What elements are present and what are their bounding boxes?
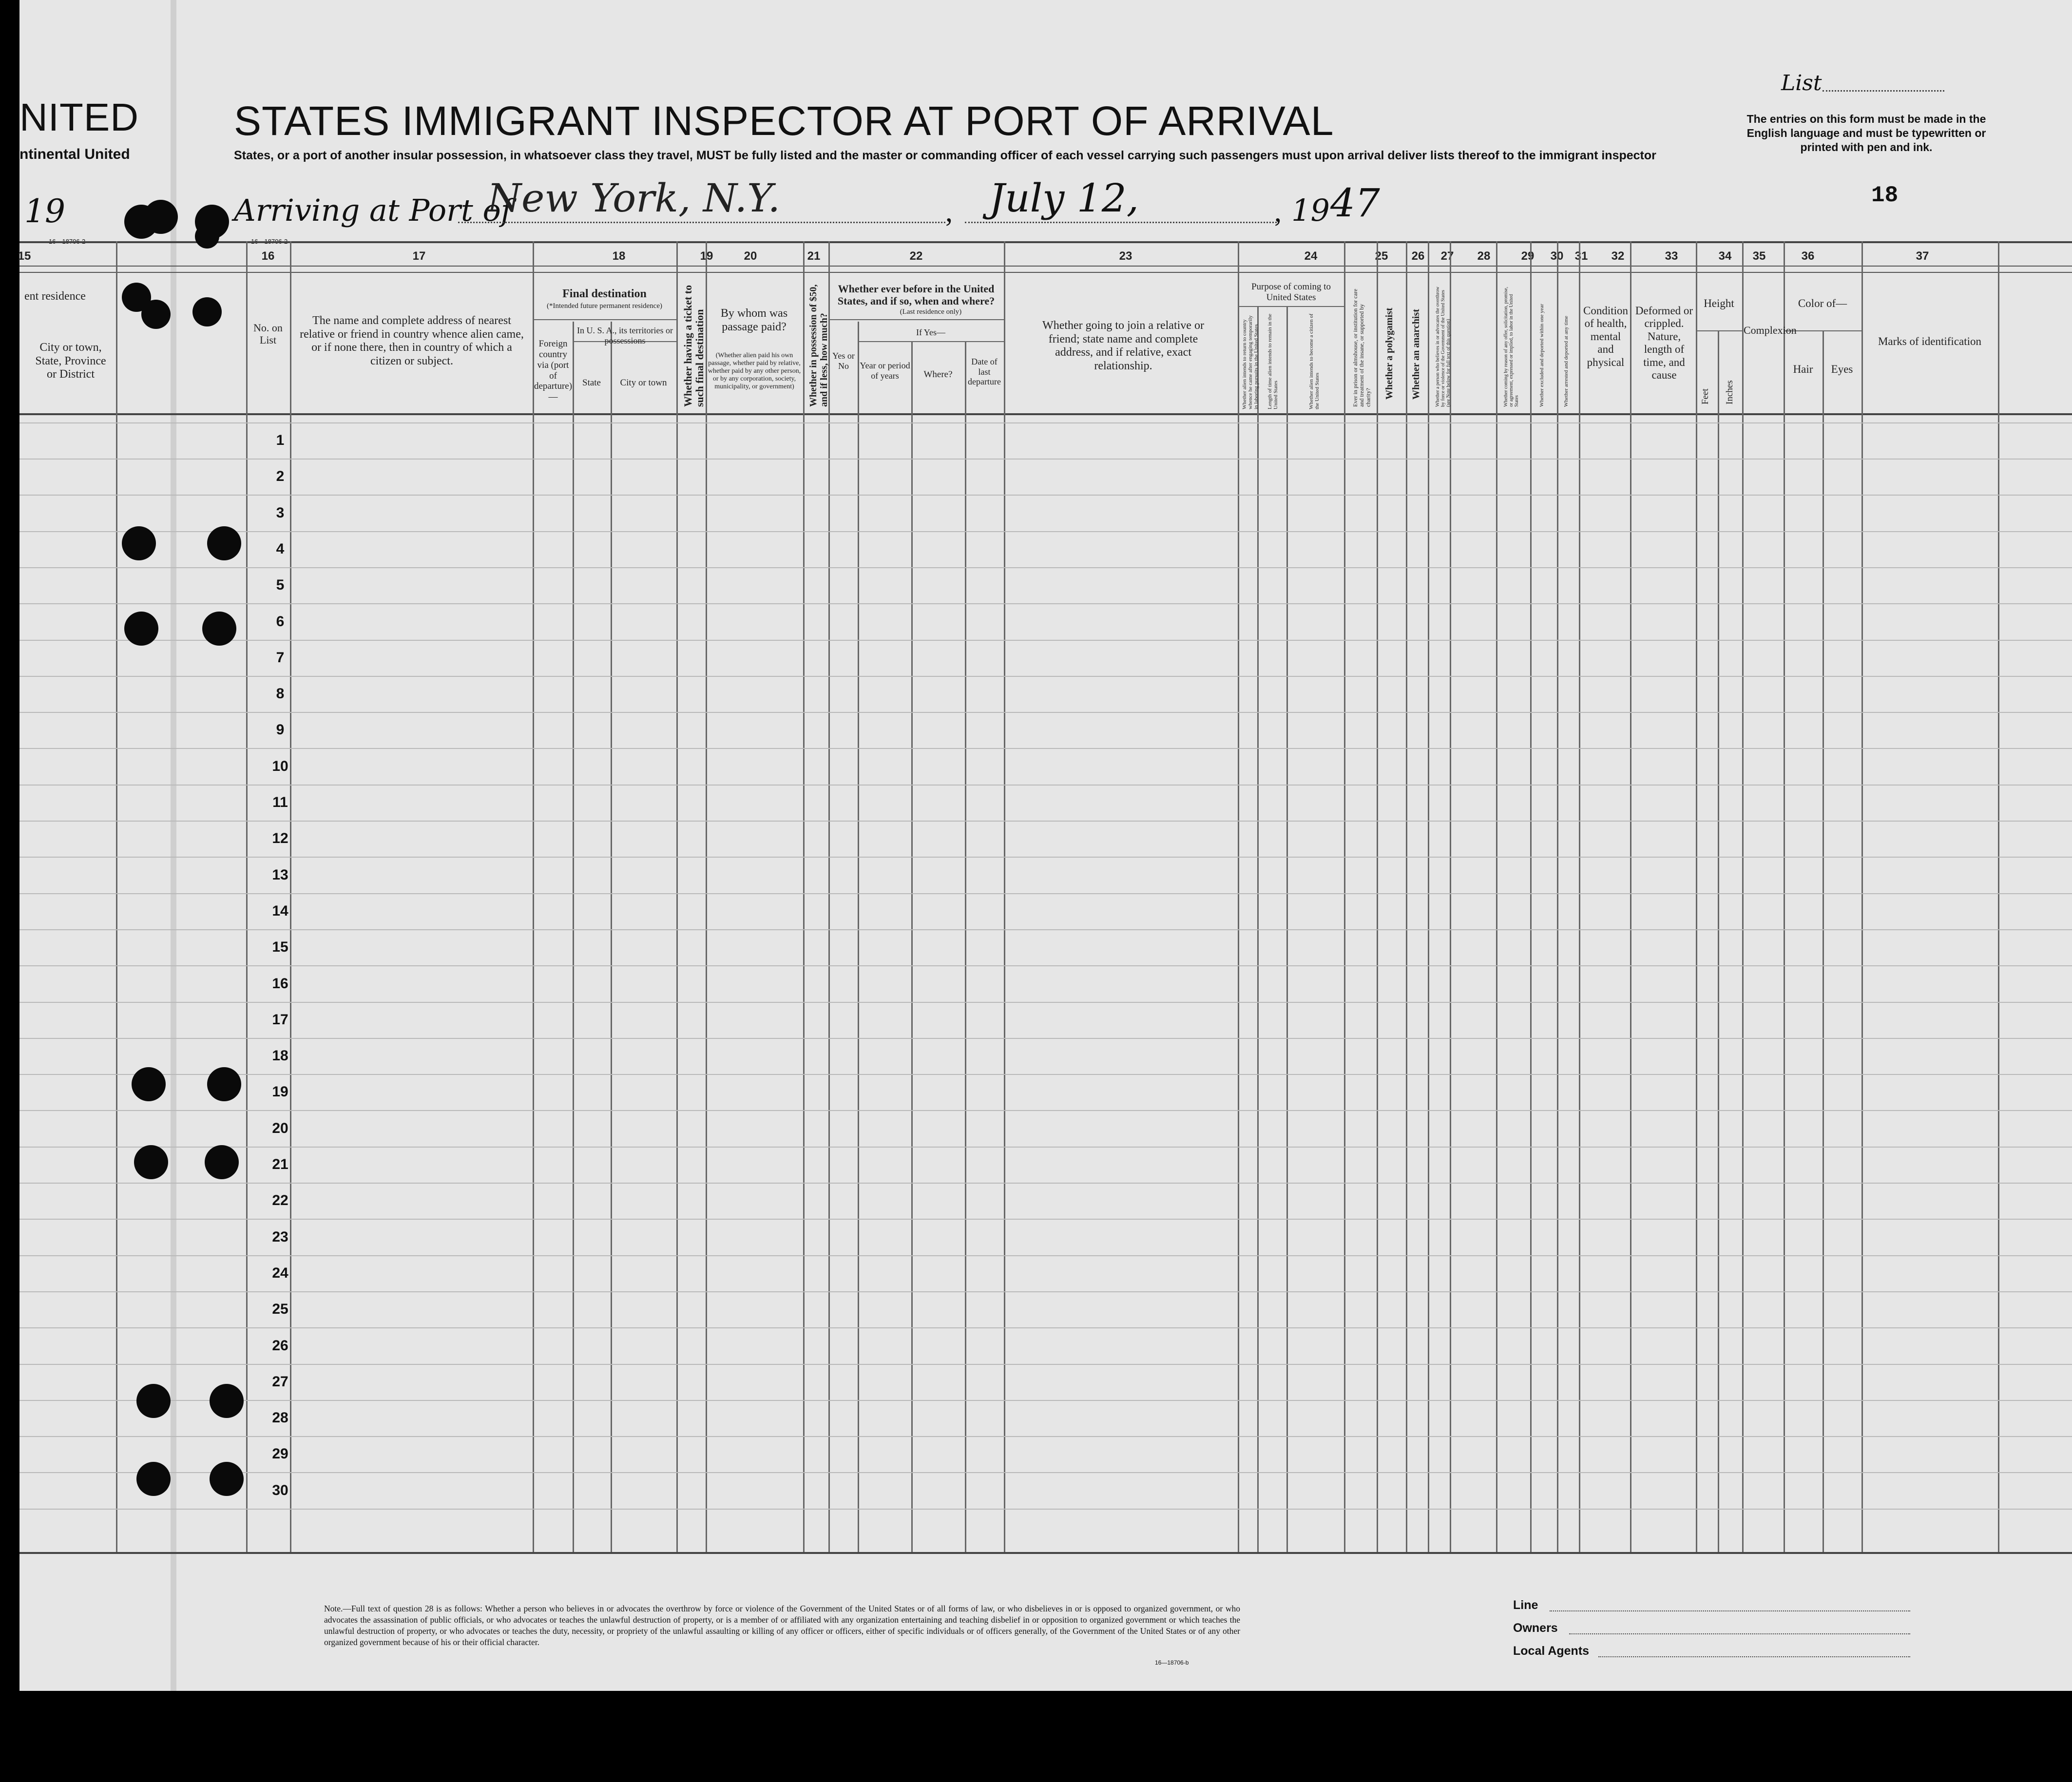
row-number: 13 — [272, 866, 288, 883]
colnum-19: 19 — [700, 249, 713, 263]
colnum-37: 37 — [1916, 249, 1929, 263]
col-divider — [1344, 241, 1345, 1552]
col-divider — [706, 241, 707, 1552]
line-label: Line — [1513, 1598, 1538, 1612]
col-divider — [676, 241, 678, 1552]
page-fold — [171, 0, 176, 1691]
col33-label: Deformed or crippled. Nature, length of time, and cause — [1635, 305, 1693, 382]
col36-hair: Hair — [1793, 363, 1813, 375]
punch-hole — [202, 612, 236, 646]
row-rule — [19, 712, 2072, 713]
punch-hole — [144, 200, 178, 234]
row-number: 24 — [272, 1265, 288, 1281]
punch-hole — [195, 224, 219, 249]
row-rule — [19, 459, 2072, 460]
row-rule — [19, 1255, 2072, 1256]
col23-label: Whether going to join a relative or friend; state name and complete address, and if relative, exact relationship. — [1042, 319, 1204, 372]
col-divider — [1823, 331, 1824, 1552]
row-rule — [19, 531, 2072, 532]
sheet-number: 18 — [1871, 183, 1899, 208]
page-title: STATES IMMIGRANT INSPECTOR AT PORT OF ARRIVAL — [234, 98, 1334, 144]
punch-hole — [136, 1462, 171, 1496]
row-rule — [19, 1219, 2072, 1220]
row-number: 2 — [276, 468, 285, 485]
punch-hole — [134, 1145, 168, 1179]
scan-border — [0, 1691, 2072, 1782]
col15-label-a: ent residence — [24, 290, 86, 303]
row-number: 6 — [276, 613, 285, 630]
date-dotted-line — [965, 222, 1277, 223]
punch-hole — [192, 297, 222, 326]
row-number: 16 — [272, 975, 288, 992]
manifest-sheet — [19, 0, 2072, 1691]
row-rule — [19, 567, 2072, 568]
col22-yes-no: Yes or No — [832, 351, 855, 371]
col25-label: Ever in prison or almshouse, or institution for care and treatment of the insane, or supported by charity? — [1352, 288, 1372, 407]
header-number-rule-2 — [19, 272, 2072, 273]
row-number: 8 — [276, 686, 285, 702]
col-divider — [1557, 241, 1558, 1552]
punch-hole — [210, 1462, 244, 1496]
col17-label: The name and complete address of nearest relative or friend in country whence alien came, or if none there, then in country of which a citizen or subject. — [300, 314, 524, 367]
col-divider — [1784, 241, 1785, 1552]
col-divider — [1630, 241, 1631, 1552]
col22-label: Whether ever before in the United States, and if so, when and where? — [837, 283, 995, 307]
colnum-25: 25 — [1375, 249, 1388, 263]
col27-label: Whether an anarchist — [1411, 309, 1421, 400]
col-divider — [1998, 241, 1999, 1552]
header-top-rule — [19, 241, 2072, 243]
colnum-30: 30 — [1550, 249, 1564, 263]
col18-label: Final destination — [562, 287, 647, 300]
colnum-27: 27 — [1440, 249, 1454, 263]
colnum-15: 15 — [18, 249, 31, 263]
row-number: 20 — [272, 1120, 288, 1136]
sub-rule-18 — [533, 319, 676, 320]
row-number: 27 — [272, 1373, 288, 1390]
colnum-36: 36 — [1801, 249, 1815, 263]
col24-sub-b: Length of time alien intends to remain in the United States — [1267, 313, 1279, 409]
row-rule — [19, 676, 2072, 677]
list-label: List — [1781, 71, 1822, 96]
punch-hole — [207, 1067, 241, 1101]
punch-hole — [136, 1384, 171, 1418]
col34-inches: Inches — [1725, 380, 1735, 404]
col-divider — [803, 241, 805, 1552]
col-divider — [1742, 241, 1744, 1552]
col-divider — [911, 341, 913, 1552]
col-divider — [965, 341, 966, 1552]
col-divider — [573, 322, 574, 1552]
row-rule — [19, 495, 2072, 496]
colnum-17: 17 — [412, 249, 426, 263]
row-rule — [19, 1436, 2072, 1437]
row-number: 10 — [272, 758, 288, 774]
col-divider — [1428, 241, 1429, 1552]
row-rule — [19, 1110, 2072, 1111]
col30-label: Whether excluded and deported within one year — [1539, 304, 1545, 407]
col34-feet: Feet — [1700, 388, 1710, 404]
row-rule — [19, 1509, 2072, 1510]
col-divider — [1377, 241, 1378, 1552]
col-divider — [1696, 241, 1697, 1552]
row-number: 3 — [276, 504, 285, 521]
row-rule — [19, 1038, 2072, 1039]
col36-eyes: Eyes — [1831, 363, 1853, 375]
header-bottom-rule — [19, 413, 2072, 415]
colnum-32: 32 — [1611, 249, 1625, 263]
col-divider — [611, 322, 612, 1552]
col18-note: (*Intended future permanent residence) — [547, 302, 662, 310]
row-number: 4 — [276, 540, 285, 557]
row-number: 17 — [272, 1011, 288, 1028]
col19-label: Whether having a ticket to such final destination — [682, 285, 706, 407]
col-divider — [1579, 241, 1580, 1552]
year-suffix: 47 — [1330, 180, 1380, 226]
sub-rule-22b — [858, 341, 1004, 342]
punch-hole — [205, 1145, 239, 1179]
row-rule — [19, 821, 2072, 822]
table-bottom-rule — [19, 1552, 2072, 1554]
row-number: 14 — [272, 902, 288, 919]
colnum-24: 24 — [1304, 249, 1318, 263]
punch-hole — [132, 1067, 166, 1101]
row-number: 19 — [272, 1084, 288, 1100]
col-divider — [246, 241, 248, 1552]
col18-state: State — [582, 378, 601, 388]
owners-label: Owners — [1513, 1621, 1558, 1635]
row-rule — [19, 1002, 2072, 1003]
sub-rule-34 — [1696, 330, 1742, 331]
row-number: 26 — [272, 1337, 288, 1354]
col-divider — [828, 241, 830, 1552]
agents-field — [1598, 1656, 1910, 1657]
col18-foreign: Foreign country via (port of departure)— — [534, 339, 573, 402]
row-number: 12 — [272, 830, 288, 847]
col16-label: No. on List — [253, 322, 283, 346]
row-rule — [19, 1364, 2072, 1365]
form-code-right: 16—18706-2 — [251, 238, 288, 245]
header-number-rule — [19, 266, 2072, 267]
page-subtitle: States, or a port of another insular possession, in whatsoever class they travel, MUST be fully listed and the master or commanding officer of each vessel carrying such passengers must upon arrival deliver lists thereof to the immigrant inspector — [234, 149, 1656, 162]
port-handwriting: New York, N.Y. — [487, 175, 781, 221]
col22-where: Where? — [923, 369, 953, 380]
comma-2: , — [1274, 195, 1282, 228]
sub-rule-24 — [1238, 306, 1344, 307]
col31-label: Whether arrested and deported at any time — [1563, 316, 1569, 407]
row-rule — [19, 1074, 2072, 1075]
col-divider — [858, 322, 859, 1552]
row-rule — [19, 1327, 2072, 1328]
row-number: 30 — [272, 1482, 288, 1498]
form-code-left: 16—18706-2 — [49, 238, 86, 245]
colnum-34: 34 — [1718, 249, 1732, 263]
col15-label-b: City or town, State, Province or District — [35, 341, 106, 381]
line-field — [1550, 1610, 1910, 1611]
row-rule — [19, 1147, 2072, 1148]
row-rule — [19, 1400, 2072, 1401]
col21-label: Whether in possession of $50, and if less, how much? — [808, 284, 829, 407]
col24-label: Purpose of coming to United States — [1251, 282, 1331, 303]
row-number: 25 — [272, 1301, 288, 1318]
col-divider — [1238, 241, 1239, 1552]
colnum-21: 21 — [807, 249, 821, 263]
row-number: 9 — [276, 722, 285, 738]
agents-label: Local Agents — [1513, 1644, 1590, 1658]
colnum-18: 18 — [612, 249, 626, 263]
col20-note: (Whether alien paid his own passage, whether paid by relative, whether paid by any other person, or by any corporation, society, municipality, or government) — [708, 352, 801, 391]
col37-label: Marks of identification — [1878, 335, 1982, 347]
colnum-33: 33 — [1665, 249, 1678, 263]
row-rule — [19, 1183, 2072, 1184]
arriving-label: Arriving at Port of — [234, 192, 512, 228]
col18-usa: In U. S. A., its territories or possessions — [577, 326, 673, 345]
row-number: 1 — [276, 432, 285, 448]
row-number: 23 — [272, 1228, 288, 1245]
col28-label: Whether a person who believes in or advocates the overthrow by force or violence of the Government of the United States (see Note below for full text of this question) — [1435, 287, 1451, 407]
footer-form-code: 16—18706-b — [1155, 1659, 1189, 1666]
col-divider — [1530, 241, 1532, 1552]
col-divider — [1450, 241, 1451, 1552]
punch-hole — [124, 612, 158, 646]
col22-note: (Last residence only) — [900, 308, 962, 316]
row-number: 28 — [272, 1410, 288, 1426]
col-divider — [1004, 241, 1005, 1552]
row-number: 15 — [272, 939, 288, 956]
year-prefix: 19 — [1291, 192, 1330, 228]
port-dotted-line — [458, 222, 945, 223]
row-rule — [19, 422, 2072, 423]
sub-rule-22 — [828, 319, 1004, 320]
col-divider — [1496, 241, 1497, 1552]
col-divider — [1861, 241, 1863, 1552]
colnum-22: 22 — [909, 249, 923, 263]
row-number: 21 — [272, 1156, 288, 1172]
col-divider — [533, 241, 534, 1552]
row-number: 22 — [272, 1192, 288, 1209]
col36-label: Color of— — [1798, 297, 1847, 309]
row-rule — [19, 748, 2072, 749]
row-rule — [19, 965, 2072, 966]
col-divider — [1406, 241, 1407, 1552]
colnum-20: 20 — [744, 249, 757, 263]
row-rule — [19, 1472, 2072, 1473]
date-handwriting: July 12, — [989, 175, 1139, 221]
row-rule — [19, 640, 2072, 641]
col22-date: Date of last departure — [968, 357, 1001, 387]
left-fragment-title: NITED — [19, 96, 139, 139]
row-rule — [19, 1291, 2072, 1292]
row-number: 29 — [272, 1446, 288, 1462]
footer-note: Note.—Full text of question 28 is as follows: Whether a person who believes in or advocates the overthrow by force or violence of the Government of the United States or of all forms of law, or who disbelieves in or is opposed to organized government, or who advocates the assassination of public officials, or who advocates or teaches the unlawful destruction of property, or is a member of or affiliated with any organization entertaining and teaching disbelief in or opposition to organized government or which teaches the unlawful destruction of property, or who advocates or teaches the duty, necessity, or propriety of the unlawful assaulting or killing of any officer or officers, either of specific individuals or of officers generally, of the Government of the United States or of any other organized government because of his or their official character. — [324, 1604, 1240, 1648]
row-number: 7 — [276, 649, 285, 666]
row-rule — [19, 603, 2072, 604]
left-fragment-year: 19 — [24, 192, 65, 230]
col20-label: By whom was passage paid? — [720, 307, 788, 333]
row-number: 5 — [276, 577, 285, 594]
col22-year: Year or period of years — [860, 361, 910, 381]
punch-hole — [207, 526, 241, 560]
punch-hole — [122, 526, 156, 560]
col29-label: Whether coming by reason of any offer, solicitation, promise, or agreement, expressed or implied, to labor in the United States — [1503, 287, 1519, 407]
punch-hole — [141, 300, 171, 329]
colnum-29: 29 — [1521, 249, 1535, 263]
row-rule — [19, 785, 2072, 786]
row-rule — [19, 857, 2072, 858]
col35-label: Complexion — [1744, 324, 1797, 336]
col-divider — [1718, 331, 1719, 1552]
col34-label: Height — [1704, 297, 1734, 309]
col24-sub-a: Whether alien intends to return to country whence he came after engaging temporarily in laboring pursuits in the United States — [1242, 315, 1260, 409]
colnum-28: 28 — [1477, 249, 1491, 263]
col24-sub-c: Whether alien intends to become a citizen of the United States — [1308, 313, 1321, 409]
comma-1: , — [945, 195, 953, 228]
row-number: 11 — [272, 794, 288, 810]
row-rule — [19, 893, 2072, 894]
list-dotted-line — [1823, 90, 1944, 92]
colnum-16: 16 — [261, 249, 275, 263]
entries-note: The entries on this form must be made in the English language and must be typewritten or printed with pen and ink. — [1746, 113, 1986, 153]
colnum-26: 26 — [1411, 249, 1425, 263]
colnum-23: 23 — [1119, 249, 1132, 263]
col18-city: City or town — [620, 378, 667, 388]
col26-label: Whether a polygamist — [1384, 307, 1395, 400]
row-rule — [19, 929, 2072, 930]
colnum-35: 35 — [1752, 249, 1766, 263]
row-number: 18 — [272, 1048, 288, 1064]
col32-label: Condition of health, mental and physical — [1583, 305, 1628, 368]
col22-if-yes: If Yes— — [916, 327, 945, 337]
left-fragment-sub: ntinental United — [19, 146, 130, 162]
col-divider — [116, 241, 117, 1552]
punch-hole — [210, 1384, 244, 1418]
owners-field — [1569, 1633, 1910, 1634]
colnum-31: 31 — [1574, 249, 1588, 263]
